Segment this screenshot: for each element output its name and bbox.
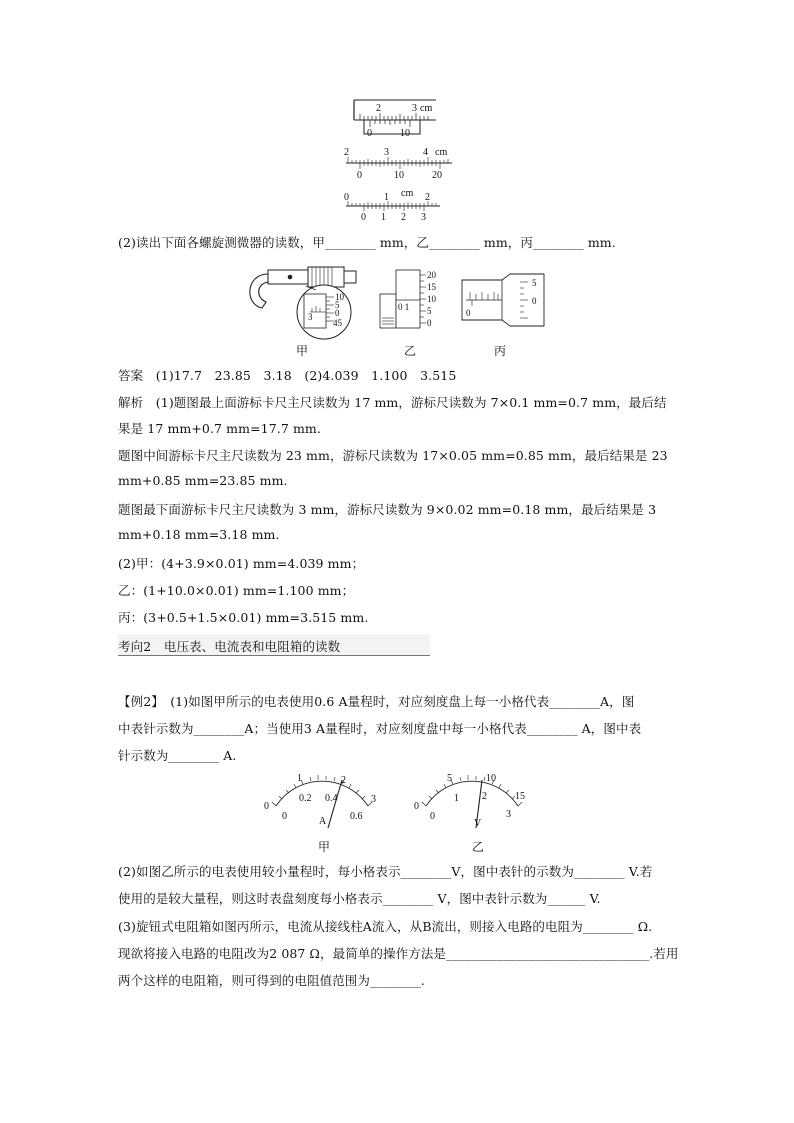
vernier-caliper-middle	[340, 144, 460, 180]
vernier3-main-label: 2	[425, 192, 430, 203]
ammeter-bottom-label: 0	[282, 811, 287, 822]
ammeter-top-label: 0	[264, 801, 269, 812]
example-line: 两个这样的电阻箱，则可得到的电阻值范围为________.	[118, 973, 425, 988]
micrometer-yi	[378, 266, 448, 332]
ammeter-bottom-label: 0.2	[299, 793, 312, 804]
micrometer-yi-thimble-label: 5	[427, 306, 432, 316]
micrometer-jia-thimble-label: 5	[335, 300, 340, 310]
voltmeter-bottom-label: 0	[430, 811, 435, 822]
micrometer-bing-thimble-label: 5	[532, 278, 537, 288]
vernier2-main-label: 2	[344, 147, 349, 158]
vernier2-vernier-label: 20	[432, 170, 442, 181]
example-line: 中表针示数为________A；当使用3 A量程时，对应刻度盘中每一小格代表________ A，图中表	[118, 721, 642, 736]
micrometer-jia	[240, 260, 370, 340]
vernier3-main-label: 0	[344, 192, 349, 203]
micrometer-yi-thimble-label: 15	[427, 282, 436, 292]
vernier3-vernier-label: 3	[421, 212, 426, 223]
vernier-caliper-bottom	[340, 186, 450, 222]
micrometer-jia-sleeve-label: 3	[308, 312, 313, 322]
vernier2-main-label: 3	[384, 147, 389, 158]
micrometer-yi-thimble-label: 0	[427, 318, 432, 328]
vernier1-vernier-label: 0	[367, 128, 372, 139]
vernier3-vernier-label: 1	[381, 212, 386, 223]
voltmeter-top-label: 5	[447, 773, 452, 784]
voltmeter-top-label: 15	[515, 791, 525, 802]
caption-ammeter: 甲	[318, 840, 331, 854]
vernier1-main-label: 2	[376, 103, 381, 114]
micrometer-yi-thimble-label: 10	[427, 294, 436, 304]
ammeter-top-label: 3	[371, 794, 376, 805]
vernier2-vernier-label: 10	[394, 170, 404, 181]
voltmeter-bottom-label: 3	[506, 809, 511, 820]
voltmeter-bottom-label: 2	[482, 791, 487, 802]
section-divider	[118, 655, 430, 656]
vernier3-vernier-label: 0	[361, 212, 366, 223]
analysis-line: 题图中间游标卡尺主尺读数为 23 mm，游标尺读数为 17×0.05 mm=0.85 mm，最后结果是 23	[118, 448, 668, 463]
vernier1-vernier-label: 10	[400, 128, 410, 139]
vernier2-vernier-label: 0	[357, 170, 362, 181]
caption-bing: 丙	[494, 344, 507, 358]
micrometer-bing-sleeve-label: 0	[466, 308, 471, 318]
ammeter-top-label: 1	[297, 773, 302, 784]
analysis-line: mm+0.18 mm=3.18 mm.	[118, 527, 280, 542]
section-heading: 考向2 电压表、电流表和电阻箱的读数	[118, 639, 341, 654]
question-micrometer: (2)读出下面各螺旋测微器的读数，甲________ mm，乙________ mm，丙________ mm.	[118, 235, 616, 250]
micrometer-jia-thimble-label: 10	[335, 292, 344, 302]
voltmeter-top-label: 0	[414, 801, 419, 812]
voltmeter-dial	[412, 772, 536, 832]
example-line: (3)旋钮式电阻箱如图丙所示，电流从接线柱A流入，从B流出，则接入电路的电阻为________ Ω.	[118, 919, 653, 934]
vernier3-vernier-label: 2	[401, 212, 406, 223]
micrometer-yi-sleeve-label: 0 1	[398, 302, 410, 312]
vernier3-unit: cm	[401, 188, 414, 199]
calc-line: 丙：(3+0.5+1.5×0.01) mm=3.515 mm.	[118, 610, 369, 625]
example-line: (2)如图乙所示的电表使用较小量程时，每小格表示________V，图中表针的示数为________ V.若	[118, 864, 653, 879]
micrometer-jia-thimble-label: 0	[335, 308, 340, 318]
ammeter-bottom-label: 0.4	[325, 793, 338, 804]
micrometer-bing	[460, 268, 550, 330]
example-line: 使用的是较大量程，则这时表盘刻度每小格表示________ V，图中表针示数为______ V.	[118, 891, 601, 906]
vernier-caliper-top	[340, 96, 450, 140]
calc-line: 乙：(1+10.0×0.01) mm=1.100 mm；	[118, 583, 355, 598]
calc-line: (2)甲：(4+3.9×0.01) mm=4.039 mm；	[118, 556, 365, 571]
ammeter-dial	[262, 772, 382, 832]
analysis-line: 果是 17 mm+0.7 mm=17.7 mm.	[118, 421, 321, 436]
voltmeter-unit: V	[474, 818, 482, 829]
example-line: 【例2】 (1)如图甲所示的电表使用0.6 A量程时，对应刻度盘上每一小格代表________A，图	[118, 694, 635, 709]
micrometer-yi-thimble-label: 20	[427, 270, 436, 280]
answer-line: 答案 (1)17.7 23.85 3.18 (2)4.039 1.100 3.515	[118, 368, 457, 383]
analysis-line: mm+0.85 mm=23.85 mm.	[118, 473, 288, 488]
vernier3-main-label: 1	[384, 192, 389, 203]
ammeter-bottom-label: 0.6	[350, 811, 363, 822]
ammeter-top-label: 2	[341, 775, 346, 786]
example-line: 针示数为________ A.	[118, 748, 237, 763]
voltmeter-top-label: 10	[486, 773, 496, 784]
ammeter-unit: A	[319, 816, 327, 827]
vernier1-main-label: 3	[412, 103, 417, 114]
voltmeter-bottom-label: 1	[454, 793, 459, 804]
vernier1-unit: cm	[420, 103, 433, 114]
vernier2-unit: cm	[435, 147, 448, 158]
analysis-line: 题图最下面游标卡尺主尺读数为 3 mm，游标尺读数为 9×0.02 mm=0.18 mm，最后结果是 3	[118, 502, 657, 517]
micrometer-jia-thimble-label: 45	[333, 318, 342, 328]
example-line: 现欲将接入电路的电阻改为2 087 Ω，最简单的操作方法是________________________________.若用	[118, 946, 679, 961]
analysis-line: 解析 (1)题图最上面游标卡尺主尺读数为 17 mm，游标尺读数为 7×0.1 mm=0.7 mm，最后结	[118, 395, 667, 410]
caption-jia: 甲	[296, 344, 309, 358]
vernier2-main-label: 4	[423, 147, 428, 158]
micrometer-bing-thimble-label: 0	[532, 296, 537, 306]
caption-voltmeter: 乙	[472, 840, 485, 854]
caption-yi: 乙	[404, 344, 417, 358]
